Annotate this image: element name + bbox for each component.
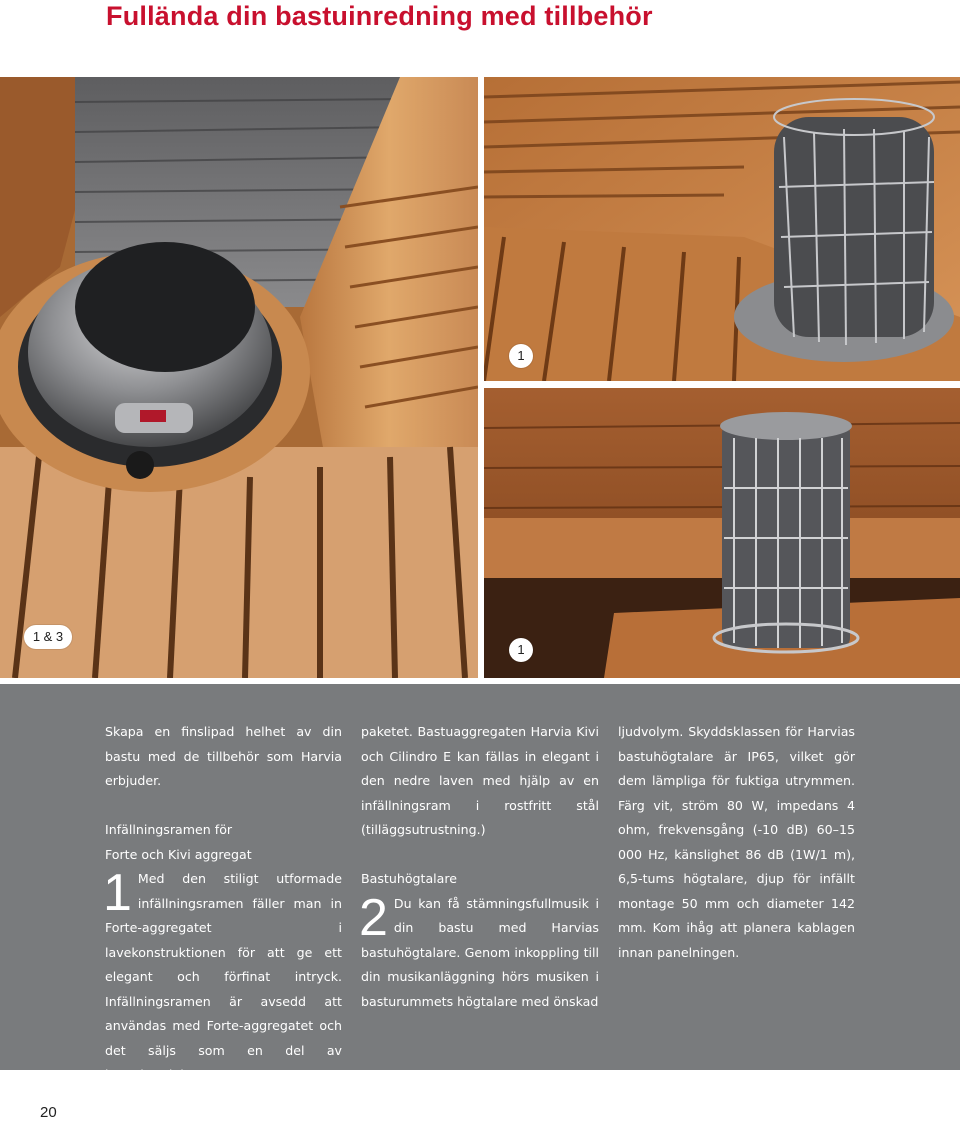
section2-number: 2 bbox=[359, 888, 388, 947]
sauna-heater-forte-illustration bbox=[0, 77, 478, 678]
section1-body-col2: paketet. Bastuaggregaten Harvia Kivi och Cilindro E kan fällas in elegant i den nedre laven med hjälp av en infällningsram i rostfritt stål (tilläggsutrustning.) bbox=[361, 724, 599, 837]
badge-photo-bottom-right: 1 bbox=[509, 638, 533, 662]
text-panel bbox=[0, 684, 960, 1082]
photo-top-right bbox=[484, 77, 960, 381]
page-title: Fullända din bastuinredning med tillbehör bbox=[106, 1, 653, 31]
badge-photo-left bbox=[24, 625, 72, 649]
section2-body-col3: ljudvolym. Skyddsklassen för Harvias bastuhögtalare är IP65, vilket gör dem lämpliga för fuktiga utrymmen. Färg vit, ström 80 W, impedans 4 ohm, frekvensgång (-10 dB) 60–15 000 Hz, känslighet 86 dB (1W/1 m), 6,5-tums högtalare, djup för infällt montage 50 mm och diameter 142 mm. Kom ihåg att planera kablagen innan panelningen. bbox=[618, 724, 855, 960]
section1-body-start bbox=[103, 864, 342, 1088]
section1-heading-line2: Forte och Kivi aggregat bbox=[105, 846, 252, 862]
text-column-3 bbox=[618, 720, 855, 965]
photo-left bbox=[0, 77, 478, 678]
text-column-1 bbox=[105, 720, 342, 1088]
page-number: 20 bbox=[40, 1104, 57, 1121]
section2-body-col2: Du kan få stämningsfullmusik i din bastu med Harvias bastuhögtalare. Genom inkoppling till din musikanläggning hörs musiken i basturummets högtalare med önskad bbox=[361, 895, 599, 1009]
badge-photo-left-label: 1 & 3 bbox=[32, 629, 64, 644]
section1-body-col1: Med den stiligt utformade infällningsramen fäller man in Forte-aggregatet i lavekonstruktionen för att ge ett elegant och förfinat intryck. Infällningsramen är avsedd att användas med Forte-aggregatet och det säljs som en del av bastuinrednings- bbox=[105, 871, 342, 1082]
badge-photo-top-right: 1 bbox=[509, 344, 533, 368]
section1-number: 1 bbox=[103, 864, 132, 922]
cilindro-heater-illustration bbox=[484, 388, 960, 678]
photo-bottom-right bbox=[484, 388, 960, 678]
section1-heading-line1: Infällningsramen för bbox=[105, 822, 233, 837]
text-column-2 bbox=[361, 720, 599, 1014]
kivi-heater-illustration bbox=[484, 77, 960, 381]
section2-heading: Bastuhögtalare bbox=[361, 871, 458, 886]
section2-body-start bbox=[359, 888, 599, 1015]
intro-paragraph: Skapa en finslipad helhet av din bastu med de tillbehör som Harvia erbjuder. bbox=[105, 724, 342, 788]
